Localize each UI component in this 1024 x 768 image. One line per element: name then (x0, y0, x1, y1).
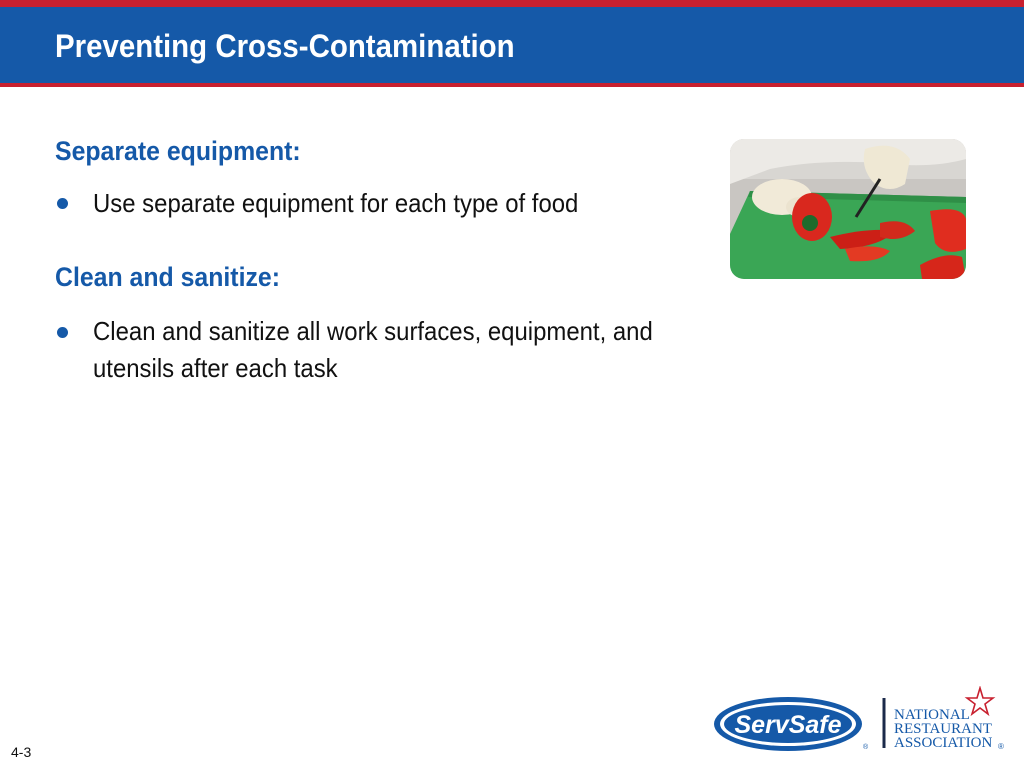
svg-text:RESTAURANT: RESTAURANT (894, 721, 992, 737)
svg-text:ASSOCIATION: ASSOCIATION (894, 735, 993, 751)
svg-text:®: ® (863, 744, 869, 751)
bullet-icon (57, 198, 68, 209)
bullet-clean-sanitize-line1: Clean and sanitize all work surfaces, equipment, and (93, 316, 653, 346)
svg-text:NATIONAL: NATIONAL (894, 707, 970, 723)
bullet-clean-sanitize-line2: utensils after each task (93, 353, 338, 383)
bullet-icon (57, 327, 68, 338)
section-heading-separate-equipment: Separate equipment: (55, 136, 301, 166)
slide-number: 4-3 (11, 744, 32, 760)
header-bottom-stripe (0, 83, 1024, 87)
footer-logos (712, 686, 1012, 758)
bullet-separate-equipment: Use separate equipment for each type of food (93, 188, 579, 218)
pepper-cutting-photo (730, 139, 966, 279)
svg-text:ServSafe: ServSafe (734, 711, 842, 739)
svg-text:®: ® (998, 742, 1004, 751)
national-restaurant-association-logo (894, 688, 1004, 751)
header-top-stripe (0, 0, 1024, 7)
servsafe-logo (714, 697, 869, 751)
slide-title: Preventing Cross-Contamination (55, 28, 515, 64)
section-heading-clean-sanitize: Clean and sanitize: (55, 262, 280, 292)
